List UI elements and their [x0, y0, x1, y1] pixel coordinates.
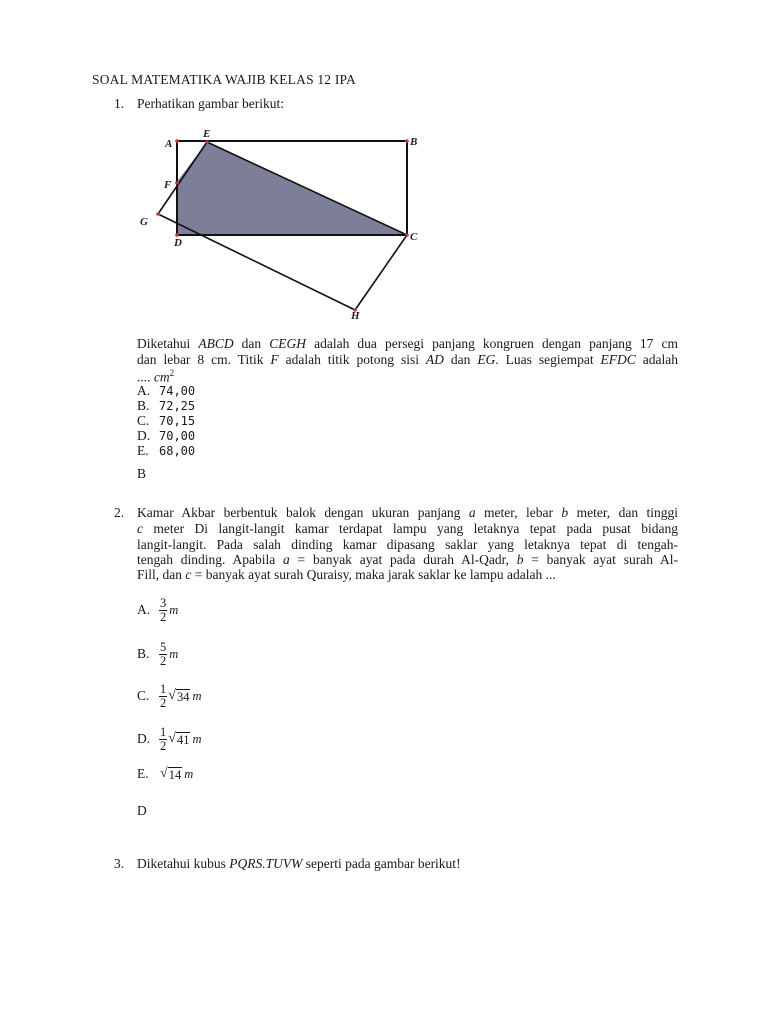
rectangle-figure	[130, 125, 430, 325]
question-2-option-b[interactable]	[137, 639, 178, 669]
text-run: Kamar Akbar berbentuk balok dengan ukuran panjang	[137, 505, 469, 520]
question-1-text-line-1	[137, 336, 678, 352]
option-letter: B.	[137, 646, 150, 661]
fraction	[159, 641, 167, 668]
option-letter: E.	[137, 443, 149, 458]
point-a	[175, 139, 179, 143]
text-run: tengah dinding. Apabila	[137, 552, 283, 567]
fraction-numerator: 3	[160, 595, 167, 610]
option-letter: C.	[137, 413, 150, 428]
text-run: meter, dan tinggi	[568, 505, 678, 520]
option-letter: D.	[137, 731, 151, 746]
text-run: = banyak ayat surah Al-	[523, 552, 679, 567]
text-run: adalah	[635, 352, 678, 367]
radical-sign-icon: √	[160, 766, 168, 781]
point-g	[156, 212, 160, 216]
math-cube-name: PQRS.TUVW	[229, 856, 303, 871]
side-hc	[355, 235, 407, 310]
radicand: 41	[176, 733, 190, 747]
unit-exponent: 2	[169, 368, 175, 378]
option-value: 72,25	[159, 399, 196, 413]
question-2-answer: D	[137, 803, 147, 818]
math-efdc: EFDC	[600, 352, 636, 367]
radicand: 14	[168, 768, 182, 782]
label-d: D	[174, 237, 182, 249]
text-run: Diketahui	[137, 336, 199, 351]
radicand: 34	[176, 690, 190, 704]
text-run: . Luas segiempat	[495, 352, 601, 367]
text-run: meter Di langit-langit kamar terdapat lampu yang letaknya tepat pada pusat bidang	[143, 521, 678, 536]
label-c: C	[410, 231, 418, 243]
question-1-text-line-2	[137, 352, 678, 368]
text-run: seperti pada gambar berikut!	[302, 856, 461, 871]
fraction	[159, 683, 167, 710]
option-value: 70,00	[159, 429, 196, 443]
text-run: meter, lebar	[475, 505, 562, 520]
text-run: ....	[137, 369, 151, 385]
radical-sign-icon: √	[168, 688, 176, 703]
option-letter: A.	[137, 602, 151, 617]
unit-m: m	[192, 731, 202, 746]
question-1-option-d[interactable]	[137, 428, 195, 444]
label-g: G	[140, 216, 148, 228]
math-abcd: ABCD	[198, 336, 234, 351]
fraction	[159, 597, 167, 624]
question-1-prompt: Perhatikan gambar berikut:	[137, 96, 284, 111]
unit-m: m	[169, 602, 179, 617]
question-3-number: 3.	[114, 856, 125, 871]
math-ad: AD	[425, 352, 444, 367]
math-c: c	[137, 521, 143, 536]
point-c	[405, 233, 409, 237]
option-letter: C.	[137, 688, 150, 703]
text-run: adalah titik potong sisi	[278, 352, 426, 367]
question-2-text-line-2	[137, 521, 678, 537]
math-b: b	[516, 552, 524, 567]
option-letter: D.	[137, 428, 151, 443]
question-2-option-c[interactable]	[137, 681, 201, 711]
radical-sign-icon: √	[168, 731, 176, 746]
math-c: c	[185, 567, 192, 582]
unit-cm: cm	[153, 369, 170, 385]
question-2-option-e[interactable]	[137, 759, 193, 789]
square-root	[160, 766, 182, 782]
question-2-option-a[interactable]	[137, 595, 178, 625]
math-eg: EG	[477, 352, 496, 367]
square-root	[168, 731, 190, 747]
question-2-option-d[interactable]	[137, 724, 201, 754]
math-b: b	[561, 505, 569, 520]
text-run: adalah dua persegi panjang kongruen dengan panjang 17 cm	[306, 336, 678, 351]
fraction-denominator: 2	[160, 653, 167, 668]
question-1-option-e[interactable]	[137, 443, 195, 459]
math-cegh: CEGH	[269, 336, 307, 351]
math-a: a	[283, 552, 290, 567]
fraction-numerator: 5	[160, 639, 167, 654]
text-run: Diketahui kubus	[137, 856, 230, 871]
label-a: A	[165, 138, 173, 150]
fraction	[159, 726, 167, 753]
text-run: Fill, dan	[137, 567, 186, 582]
square-root	[168, 688, 190, 704]
question-2-text-line-5	[137, 567, 556, 583]
question-1-number: 1.	[114, 96, 125, 111]
text-run: dan	[233, 336, 270, 351]
text-run: = banyak ayat pada durah Al-Qadr,	[289, 552, 517, 567]
fraction-denominator: 2	[160, 738, 167, 753]
question-2-text-line-1	[137, 505, 678, 521]
point-e	[205, 140, 209, 144]
question-3-text	[137, 856, 461, 872]
option-letter: A.	[137, 383, 151, 398]
label-e: E	[203, 128, 211, 140]
question-2-number: 2.	[114, 505, 125, 520]
math-a: a	[468, 505, 476, 520]
label-h: H	[351, 310, 360, 322]
fraction-denominator: 2	[160, 609, 167, 624]
option-value: 68,00	[159, 444, 196, 458]
fraction-denominator: 2	[160, 695, 167, 710]
question-1-option-c[interactable]	[137, 413, 195, 429]
label-f: F	[164, 179, 172, 191]
question-1-option-a[interactable]	[137, 383, 195, 399]
text-run: = banyak ayat surah Quraisy, maka jarak saklar ke lampu adalah ...	[191, 567, 556, 582]
fraction-numerator: 1	[160, 681, 167, 696]
fraction-numerator: 1	[160, 724, 167, 739]
question-1-option-b[interactable]	[137, 398, 195, 414]
page-title: SOAL MATEMATIKA WAJIB KELAS 12 IPA	[92, 72, 356, 87]
question-1-answer: B	[137, 466, 147, 481]
point-b	[405, 139, 409, 143]
unit-m: m	[192, 688, 202, 703]
text-run: dan lebar 8 cm. Titik	[137, 352, 271, 367]
point-f	[175, 181, 179, 185]
shaded-quadrilateral-efdc	[176, 142, 407, 235]
label-b: B	[410, 136, 418, 148]
option-value: 70,15	[159, 414, 196, 428]
option-letter: B.	[137, 398, 150, 413]
option-value: 74,00	[159, 384, 196, 398]
question-2-text-line-4	[137, 552, 678, 568]
option-letter: E.	[137, 766, 149, 781]
unit-m: m	[169, 646, 179, 661]
unit-m: m	[184, 766, 194, 781]
question-2-text-line-3: langit-langit. Pada salah dinding kamar dipasang saklar yang letaknya tepat di tengah-	[137, 537, 678, 552]
math-f: F	[270, 352, 279, 367]
text-run: dan	[443, 352, 478, 367]
